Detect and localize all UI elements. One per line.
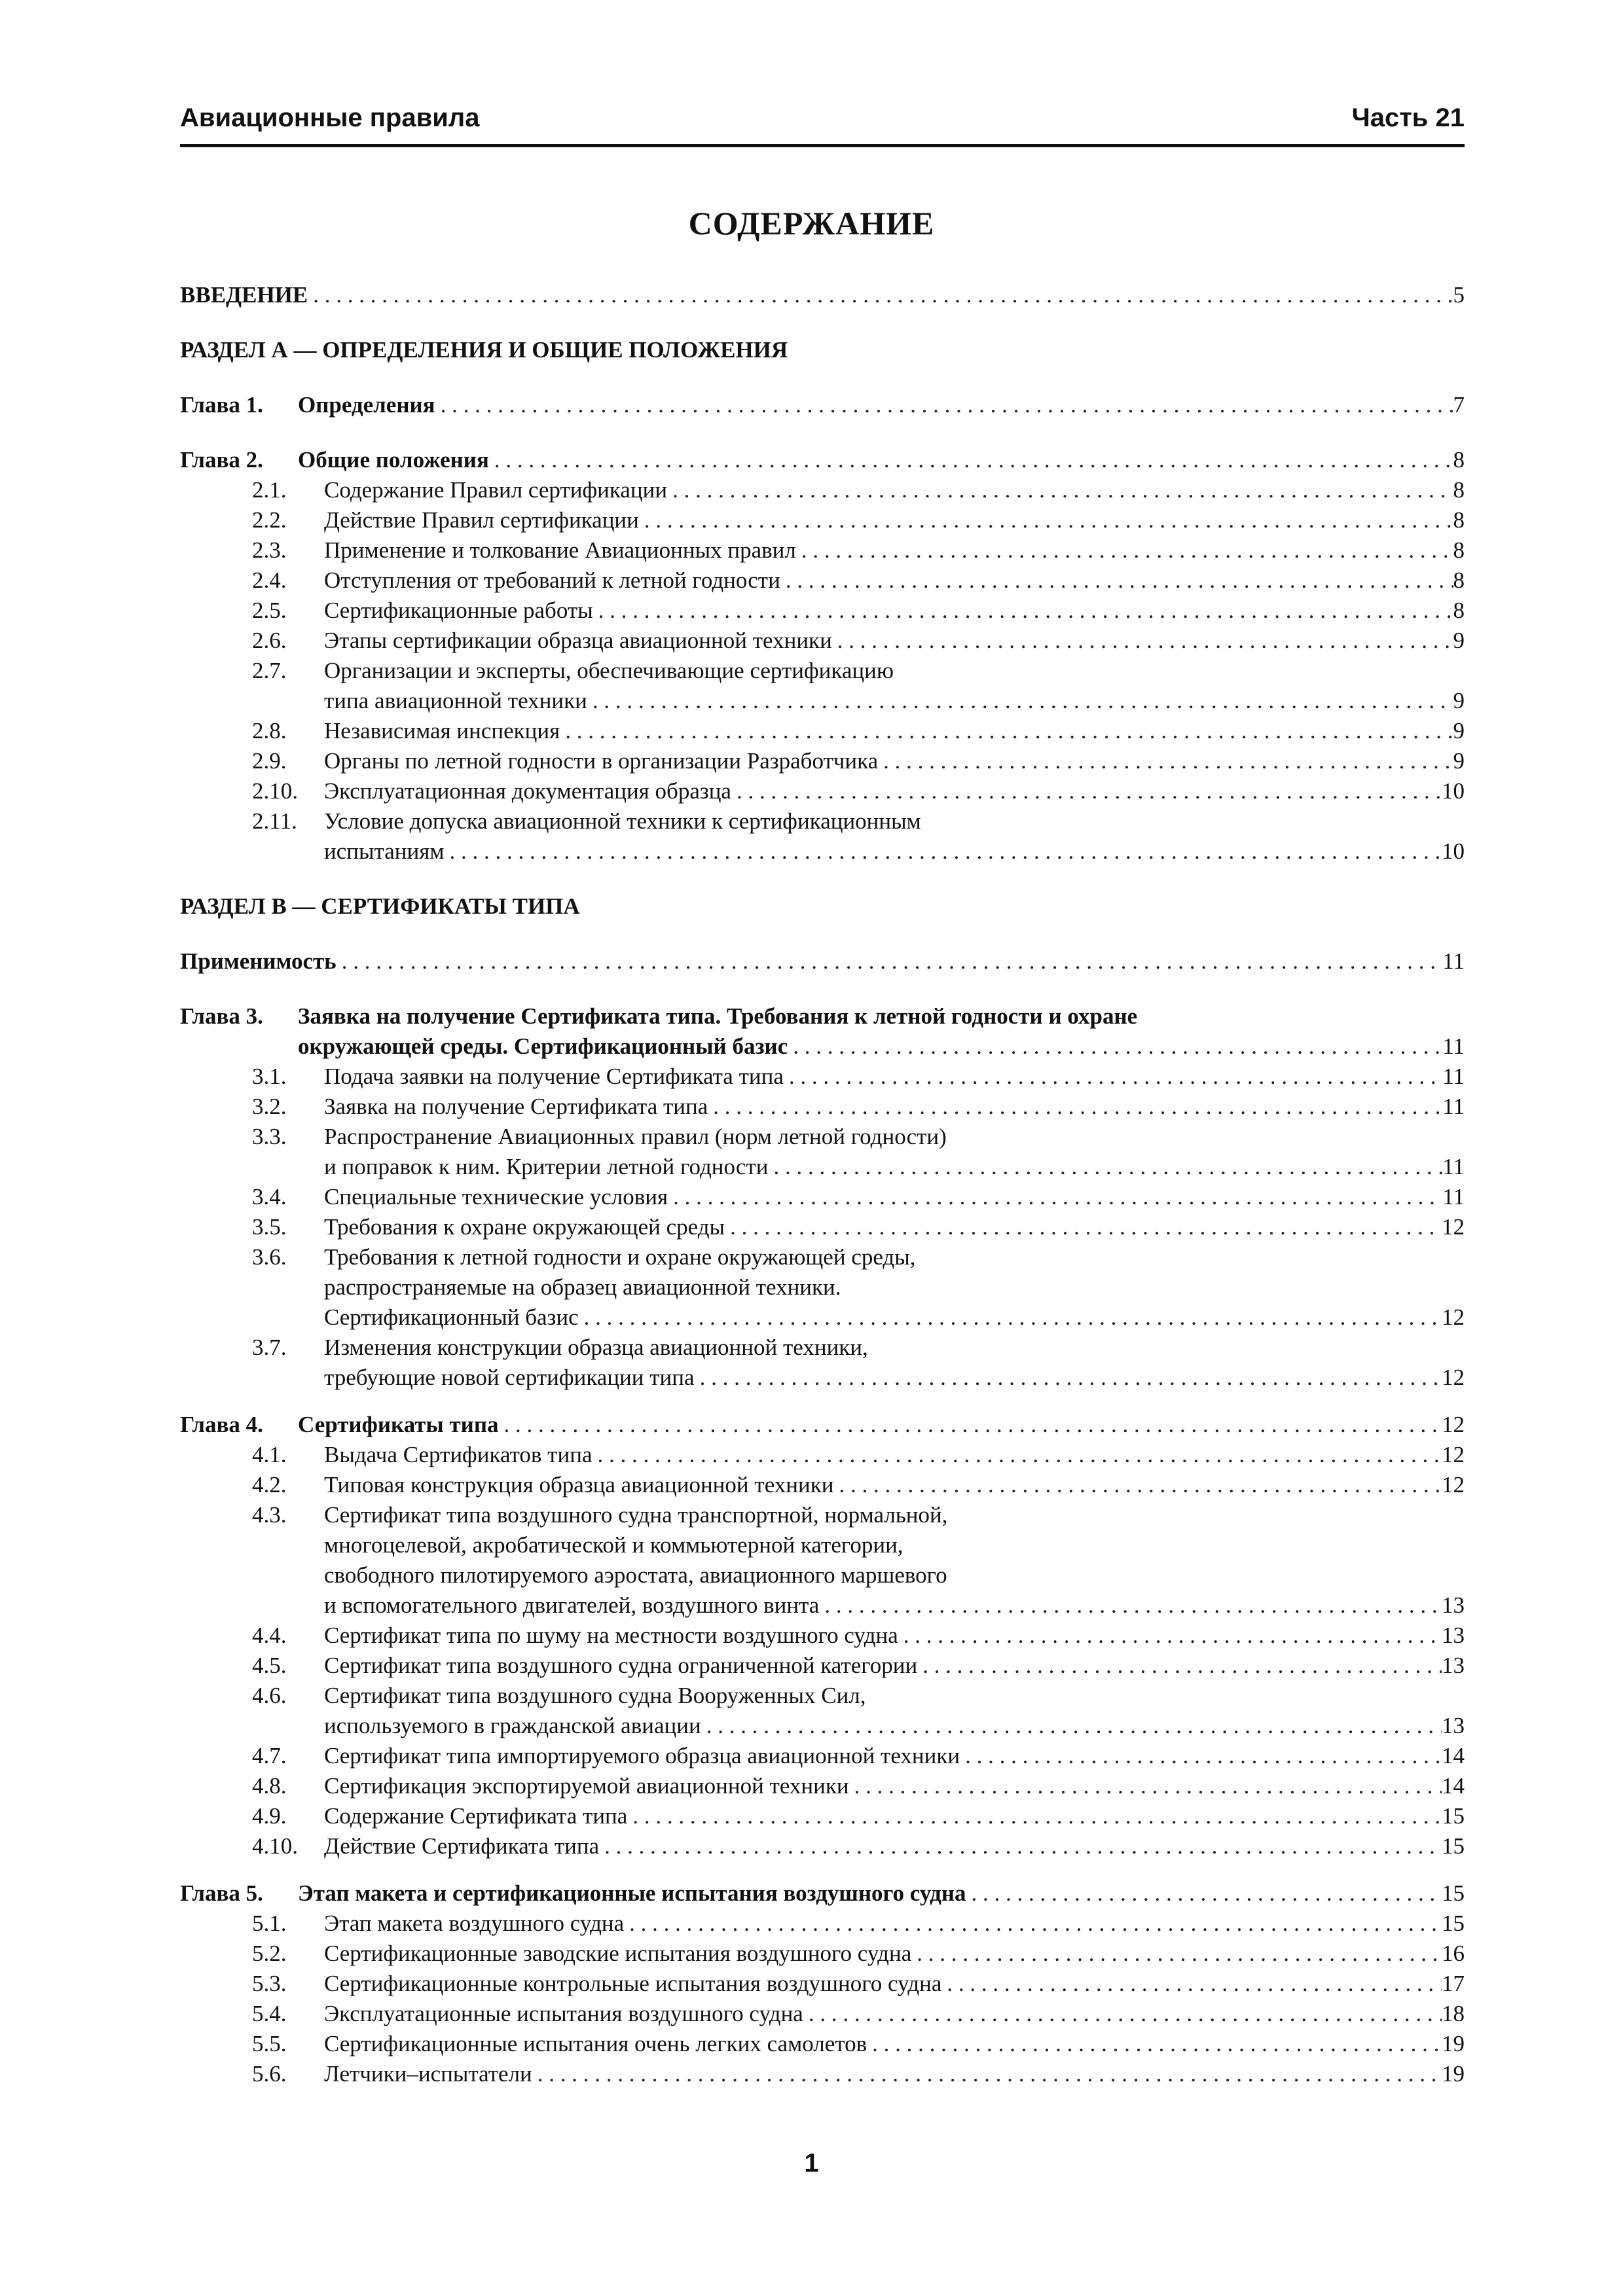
toc-item-3-2[interactable]: 3.2. Заявка на получение Сертификата типа . . . 11 — [180, 1092, 1465, 1122]
toc-item-4-3-cont2[interactable]: свободного пилотируемого аэростата, авиационного маршевого — [324, 1562, 947, 1588]
toc-item-3-3-cont[interactable]: и поправок к ним. Критерии летной годности . . . 11 — [180, 1152, 1465, 1182]
running-header — [180, 103, 1465, 140]
section-b-heading: РАЗДЕЛ В — СЕРТИФИКАТЫ ТИПА — [180, 893, 580, 919]
toc-item-5-6[interactable]: 5.6. Летчики–испытатели . . . 19 — [180, 2059, 1465, 2089]
toc-item-2-10[interactable]: 2.10. Эксплуатационная документация образца . . . 10 — [180, 776, 1465, 806]
toc-item-2-7-cont[interactable]: типа авиационной техники . . . 9 — [180, 686, 1465, 716]
toc-item-3-3[interactable]: 3.3. Распространение Авиационных правил (норм летной годности) — [252, 1124, 947, 1149]
toc-item-2-2[interactable]: 2.2. Действие Правил сертификации . . . 8 — [180, 505, 1465, 535]
toc-item-2-4[interactable]: 2.4. Отступления от требований к летной годности . . . 8 — [180, 565, 1465, 596]
toc-item-4-6[interactable]: 4.6. Сертификат типа воздушного судна Вооруженных Сил, — [252, 1683, 866, 1708]
toc-item-4-5[interactable]: 4.5. Сертификат типа воздушного судна ограниченной категории . . . 13 — [180, 1651, 1465, 1681]
toc-item-4-9[interactable]: 4.9. Содержание Сертификата типа . . . 15 — [180, 1801, 1465, 1831]
toc-item-2-5[interactable]: 2.5. Сертификационные работы . . . 8 — [180, 596, 1465, 626]
toc-chapter-2[interactable]: Глава 2. Общие положения . . . 8 — [180, 445, 1465, 475]
toc-applicability[interactable]: Применимость . . . 11 — [180, 946, 1465, 977]
toc-item-3-6-cont2[interactable]: Сертификационный базис . . . 12 — [180, 1302, 1465, 1333]
toc-item-3-5[interactable]: 3.5. Требования к охране окружающей среды . . . 12 — [180, 1212, 1465, 1242]
header-rule — [180, 144, 1465, 147]
toc-item-2-7[interactable]: 2.7. Организации и эксперты, обеспечивающие сертификацию — [252, 658, 894, 683]
toc-item-3-1[interactable]: 3.1. Подача заявки на получение Сертификата типа . . . 11 — [180, 1062, 1465, 1092]
toc-item-4-7[interactable]: 4.7. Сертификат типа импортируемого образца авиационной техники . . . 14 — [180, 1741, 1465, 1771]
toc-item-5-5[interactable]: 5.5. Сертификационные испытания очень легких самолетов . . . 19 — [180, 2029, 1465, 2059]
header-part-number: Часть 21 — [1351, 103, 1465, 132]
toc-chapter-1[interactable]: Глава 1. Определения . . . 7 — [180, 390, 1465, 420]
toc-item-3-7[interactable]: 3.7. Изменения конструкции образца авиационной техники, — [252, 1335, 868, 1360]
toc-item-5-4[interactable]: 5.4. Эксплуатационные испытания воздушного судна . . . 18 — [180, 1999, 1465, 2029]
toc-item-2-11[interactable]: 2.11. Условие допуска авиационной техники к сертификационным — [252, 808, 921, 834]
toc-chapter-3[interactable]: Глава 3. Заявка на получение Сертификата типа. Требования к летной годности и охране — [180, 1003, 1138, 1029]
header-doc-title: Авиационные правила — [180, 103, 480, 132]
section-a-heading: РАЗДЕЛ А — ОПРЕДЕЛЕНИЯ И ОБЩИЕ ПОЛОЖЕНИЯ — [180, 337, 788, 363]
toc-item-4-1[interactable]: 4.1. Выдача Сертификатов типа . . . 12 — [180, 1440, 1465, 1470]
page-title: СОДЕРЖАНИЕ — [688, 205, 935, 242]
toc-item-2-8[interactable]: 2.8. Независимая инспекция . . . 9 — [180, 716, 1465, 746]
toc-item-3-4[interactable]: 3.4. Специальные технические условия . . . 11 — [180, 1182, 1465, 1212]
toc-item-5-3[interactable]: 5.3. Сертификационные контрольные испытания воздушного судна . . . 17 — [180, 1969, 1465, 1999]
toc-item-4-8[interactable]: 4.8. Сертификация экспортируемой авиационной техники . . . 14 — [180, 1771, 1465, 1801]
toc-item-2-11-cont[interactable]: испытаниям . . . 10 — [180, 836, 1465, 867]
toc-item-4-3-cont[interactable]: многоцелевой, акробатической и коммьютерной категории, — [324, 1532, 903, 1558]
toc-intro[interactable]: ВВЕДЕНИЕ . . . 5 — [180, 280, 1465, 310]
toc-chapter-4[interactable]: Глава 4. Сертификаты типа . . . 12 — [180, 1410, 1465, 1440]
toc-item-4-6-cont[interactable]: используемого в гражданской авиации . . . 13 — [180, 1711, 1465, 1741]
page-number: 1 — [804, 2149, 819, 2178]
toc-item-5-1[interactable]: 5.1. Этап макета воздушного судна . . . 15 — [180, 1909, 1465, 1939]
toc-item-2-9[interactable]: 2.9. Органы по летной годности в организации Разработчика . . . 9 — [180, 746, 1465, 776]
toc-item-3-7-cont[interactable]: требующие новой сертификации типа . . . 12 — [180, 1363, 1465, 1393]
toc-item-4-4[interactable]: 4.4. Сертификат типа по шуму на местности воздушного судна . . . 13 — [180, 1621, 1465, 1651]
toc-item-4-3[interactable]: 4.3. Сертификат типа воздушного судна транспортной, нормальной, — [252, 1502, 948, 1528]
toc-item-4-2[interactable]: 4.2. Типовая конструкция образца авиационной техники . . . 12 — [180, 1470, 1465, 1500]
table-of-contents — [180, 280, 1465, 2089]
toc-item-2-1[interactable]: 2.1. Содержание Правил сертификации . . . 8 — [180, 475, 1465, 505]
toc-item-2-3[interactable]: 2.3. Применение и толкование Авиационных правил . . . 8 — [180, 535, 1465, 565]
toc-item-5-2[interactable]: 5.2. Сертификационные заводские испытания воздушного судна . . . 16 — [180, 1939, 1465, 1969]
toc-item-4-3-cont3[interactable]: и вспомогательного двигателей, воздушного винта . . . 13 — [180, 1590, 1465, 1621]
toc-item-3-6[interactable]: 3.6. Требования к летной годности и охране окружающей среды, — [252, 1244, 916, 1270]
toc-item-2-6[interactable]: 2.6. Этапы сертификации образца авиационной техники . . . 9 — [180, 626, 1465, 656]
toc-item-4-10[interactable]: 4.10. Действие Сертификата типа . . . 15 — [180, 1831, 1465, 1861]
toc-item-3-6-cont[interactable]: распространяемые на образец авиационной техники. — [324, 1274, 841, 1300]
toc-chapter-5[interactable]: Глава 5. Этап макета и сертификационные испытания воздушного судна . . . 15 — [180, 1878, 1465, 1909]
toc-chapter-3-cont[interactable]: окружающей среды. Сертификационный базис . . . 11 — [180, 1031, 1465, 1062]
